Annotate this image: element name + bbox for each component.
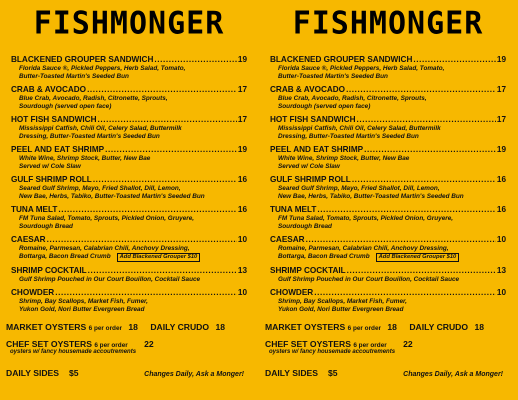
leader-dots [364,145,496,155]
item-description: Mississippi Catfish, Chili Oil, Celery Salad, Buttermilk [278,125,441,132]
market-oysters-label: MARKET OYSTERS [6,322,87,332]
menu-item [270,205,506,231]
item-name: SHRIMP COCKTAIL [270,266,346,275]
daily-sides-price: $5 [328,368,338,378]
leader-dots [88,266,237,276]
item-name: BLACKENED GROUPER SANDWICH [11,55,154,64]
item-description-line: Bottarga, Bacon Bread Crumb [278,253,370,260]
item-name: PEEL AND EAT SHRIMP [11,145,105,154]
market-oysters-unit: 6 per order [347,325,381,332]
item-description: Gulf Shrimp Pouched in Our Court Bouillon, Cocktail Sauce [19,276,201,283]
daily-sides-price: $5 [69,368,79,378]
menu-item [270,145,506,171]
item-price: 19 [237,145,247,154]
chef-set-note: oysters w/ fancy housemade accoutrements [10,349,137,355]
menu-item [270,55,506,81]
leader-dots [58,205,237,215]
leader-dots [93,175,237,185]
tagline: Changes Daily, Ask a Monger! [144,371,244,378]
item-name: PEEL AND EAT SHRIMP [270,145,364,154]
item-price: 13 [496,266,506,275]
menu-item [270,235,506,262]
item-description: Shrimp, Bay Scallops, Market Fish, Fumer, [19,298,148,305]
item-description: White Wine, Shrimp Stock, Butter, New Bae [19,155,151,162]
item-name: CAESAR [11,235,46,244]
menu-item [11,175,247,201]
item-description: Seared Gulf Shrimp, Mayo, Fried Shallot, Dill, Lemon, [19,185,181,192]
item-name: CAESAR [270,235,305,244]
menu-item [270,288,506,314]
brand-logo: FISHMONGER [33,4,225,42]
menu-item [11,266,247,284]
item-name: TUNA MELT [11,205,58,214]
chef-set-label: CHEF SET OYSTERS [6,339,92,349]
item-description: Sourdough (served open face) [19,103,112,110]
menu-item [11,235,247,262]
chef-set-note: oysters w/ fancy housemade accoutrements [269,349,396,355]
item-description: White Wine, Shrimp Stock, Butter, New Bae [278,155,410,162]
item-description-line: Bottarga, Bacon Bread Crumb [19,253,111,260]
daily-sides-row [265,368,511,378]
daily-crudo-price: 18 [474,322,485,332]
chef-set-unit: 6 per order [353,342,387,349]
item-name: CHOWDER [11,288,55,297]
item-name: TUNA MELT [270,205,317,214]
market-oysters-price: 18 [387,322,397,332]
item-description: Yukon Gold, Nori Butter Evergreen Bread [278,306,404,313]
item-name: BLACKENED GROUPER SANDWICH [270,55,413,64]
item-name: GULF SHRIMP ROLL [270,175,351,184]
menu-item [11,55,247,81]
leader-dots [317,205,496,215]
addon-box: Add Blackened Grouper $10 [117,253,201,262]
item-price: 19 [496,145,506,154]
chef-set-unit: 6 per order [94,342,128,349]
menu-list [11,55,247,318]
item-description: Served w/ Cole Slaw [278,163,340,170]
item-description: New Bae, Herbs, Tabiko, Butter-Toasted Martin's Seeded Bun [19,193,205,200]
item-price: 17 [237,85,247,94]
menu-item [11,145,247,171]
item-price: 16 [496,175,506,184]
menu-item [11,288,247,314]
menu-item [11,205,247,231]
daily-crudo-label: DAILY CRUDO [409,322,469,332]
item-description: Shrimp, Bay Scallops, Market Fish, Fumer, [278,298,407,305]
daily-sides-label: DAILY SIDES [265,368,319,378]
item-price: 10 [496,288,506,297]
item-description: Dressing, Butter-Toasted Martin's Seeded Bun [19,133,160,140]
item-description: Romaine, Parmesan, Calabrian Chili, Anchovy Dressing, [278,245,449,252]
menu-item [270,115,506,141]
item-name: GULF SHRIMP ROLL [11,175,92,184]
leader-dots [55,288,237,298]
item-price: 10 [237,235,247,244]
chef-set-row [265,339,511,356]
item-description: FM Tuna Salad, Tomato, Sprouts, Pickled Onion, Gruyere, [19,215,195,222]
item-description [270,253,506,262]
leader-dots [47,235,237,245]
item-name: HOT FISH SANDWICH [11,115,97,124]
daily-crudo-price: 18 [215,322,226,332]
item-name: CRAB & AVOCADO [270,85,346,94]
chef-set-row [6,339,252,356]
leader-dots [413,55,496,65]
item-description: Romaine, Parmesan, Calabrian Chili, Anchovy Dressing, [19,245,190,252]
brand-logo: FISHMONGER [292,4,484,42]
item-description: Florida Sauce ®, Pickled Peppers, Herb Salad, Tomato, [278,65,445,72]
item-price: 16 [237,205,247,214]
menu-item [11,85,247,111]
leader-dots [346,85,496,95]
item-name: CRAB & AVOCADO [11,85,87,94]
leader-dots [105,145,237,155]
oysters-crudo-row [265,322,511,332]
leader-dots [154,55,237,65]
item-description: FM Tuna Salad, Tomato, Sprouts, Pickled Onion, Gruyere, [278,215,454,222]
menu-panel-right [259,0,518,400]
item-description: Mississippi Catfish, Chili Oil, Celery Salad, Buttermilk [19,125,182,132]
market-oysters-price: 18 [128,322,138,332]
addon-box: Add Blackened Grouper $10 [376,253,460,262]
market-oysters-unit: 6 per order [88,325,122,332]
item-description: Seared Gulf Shrimp, Mayo, Fried Shallot, Dill, Lemon, [278,185,440,192]
item-price: 17 [496,115,506,124]
oysters-crudo-row [6,322,252,332]
item-description: Butter-Toasted Martin's Seeded Bun [19,73,129,80]
item-description: Yukon Gold, Nori Butter Evergreen Bread [19,306,145,313]
item-price: 10 [496,235,506,244]
item-description: Gulf Shrimp Pouched in Our Court Bouillon, Cocktail Sauce [278,276,460,283]
tagline: Changes Daily, Ask a Monger! [403,371,503,378]
chef-set-label: CHEF SET OYSTERS [265,339,351,349]
item-description: Served w/ Cole Slaw [19,163,81,170]
item-description: New Bae, Herbs, Tabiko, Butter-Toasted Martin's Seeded Bun [278,193,464,200]
item-price: 19 [496,55,506,64]
item-description: Blue Crab, Avocado, Radish, Citronette, Sprouts, [278,95,427,102]
daily-sides-row [6,368,252,378]
item-description: Sourdough (served open face) [278,103,371,110]
chef-set-price: 22 [403,339,413,349]
chef-set-price: 22 [144,339,154,349]
item-price: 17 [496,85,506,94]
market-oysters-label: MARKET OYSTERS [265,322,346,332]
item-description: Butter-Toasted Martin's Seeded Bun [278,73,388,80]
item-description: Florida Sauce ®, Pickled Peppers, Herb Salad, Tomato, [19,65,186,72]
item-description: Blue Crab, Avocado, Radish, Citronette, Sprouts, [19,95,168,102]
item-name: HOT FISH SANDWICH [270,115,356,124]
menu-item [11,115,247,141]
menu-list [270,55,506,318]
item-price: 16 [237,175,247,184]
leader-dots [357,115,496,125]
leader-dots [314,288,496,298]
daily-crudo-label: DAILY CRUDO [150,322,210,332]
menu-item [270,266,506,284]
item-price: 10 [237,288,247,297]
item-price: 19 [237,55,247,64]
menu-item [270,85,506,111]
daily-sides-label: DAILY SIDES [6,368,60,378]
item-price: 16 [496,205,506,214]
leader-dots [87,85,237,95]
menu-item [270,175,506,201]
item-price: 13 [237,266,247,275]
item-description: Sourdough Bread [278,223,332,230]
leader-dots [352,175,496,185]
item-price: 17 [237,115,247,124]
leader-dots [347,266,496,276]
item-name: CHOWDER [270,288,314,297]
item-name: SHRIMP COCKTAIL [11,266,87,275]
item-description: Dressing, Butter-Toasted Martin's Seeded Bun [278,133,419,140]
leader-dots [306,235,496,245]
leader-dots [98,115,237,125]
item-description: Sourdough Bread [19,223,73,230]
item-description [11,253,247,262]
